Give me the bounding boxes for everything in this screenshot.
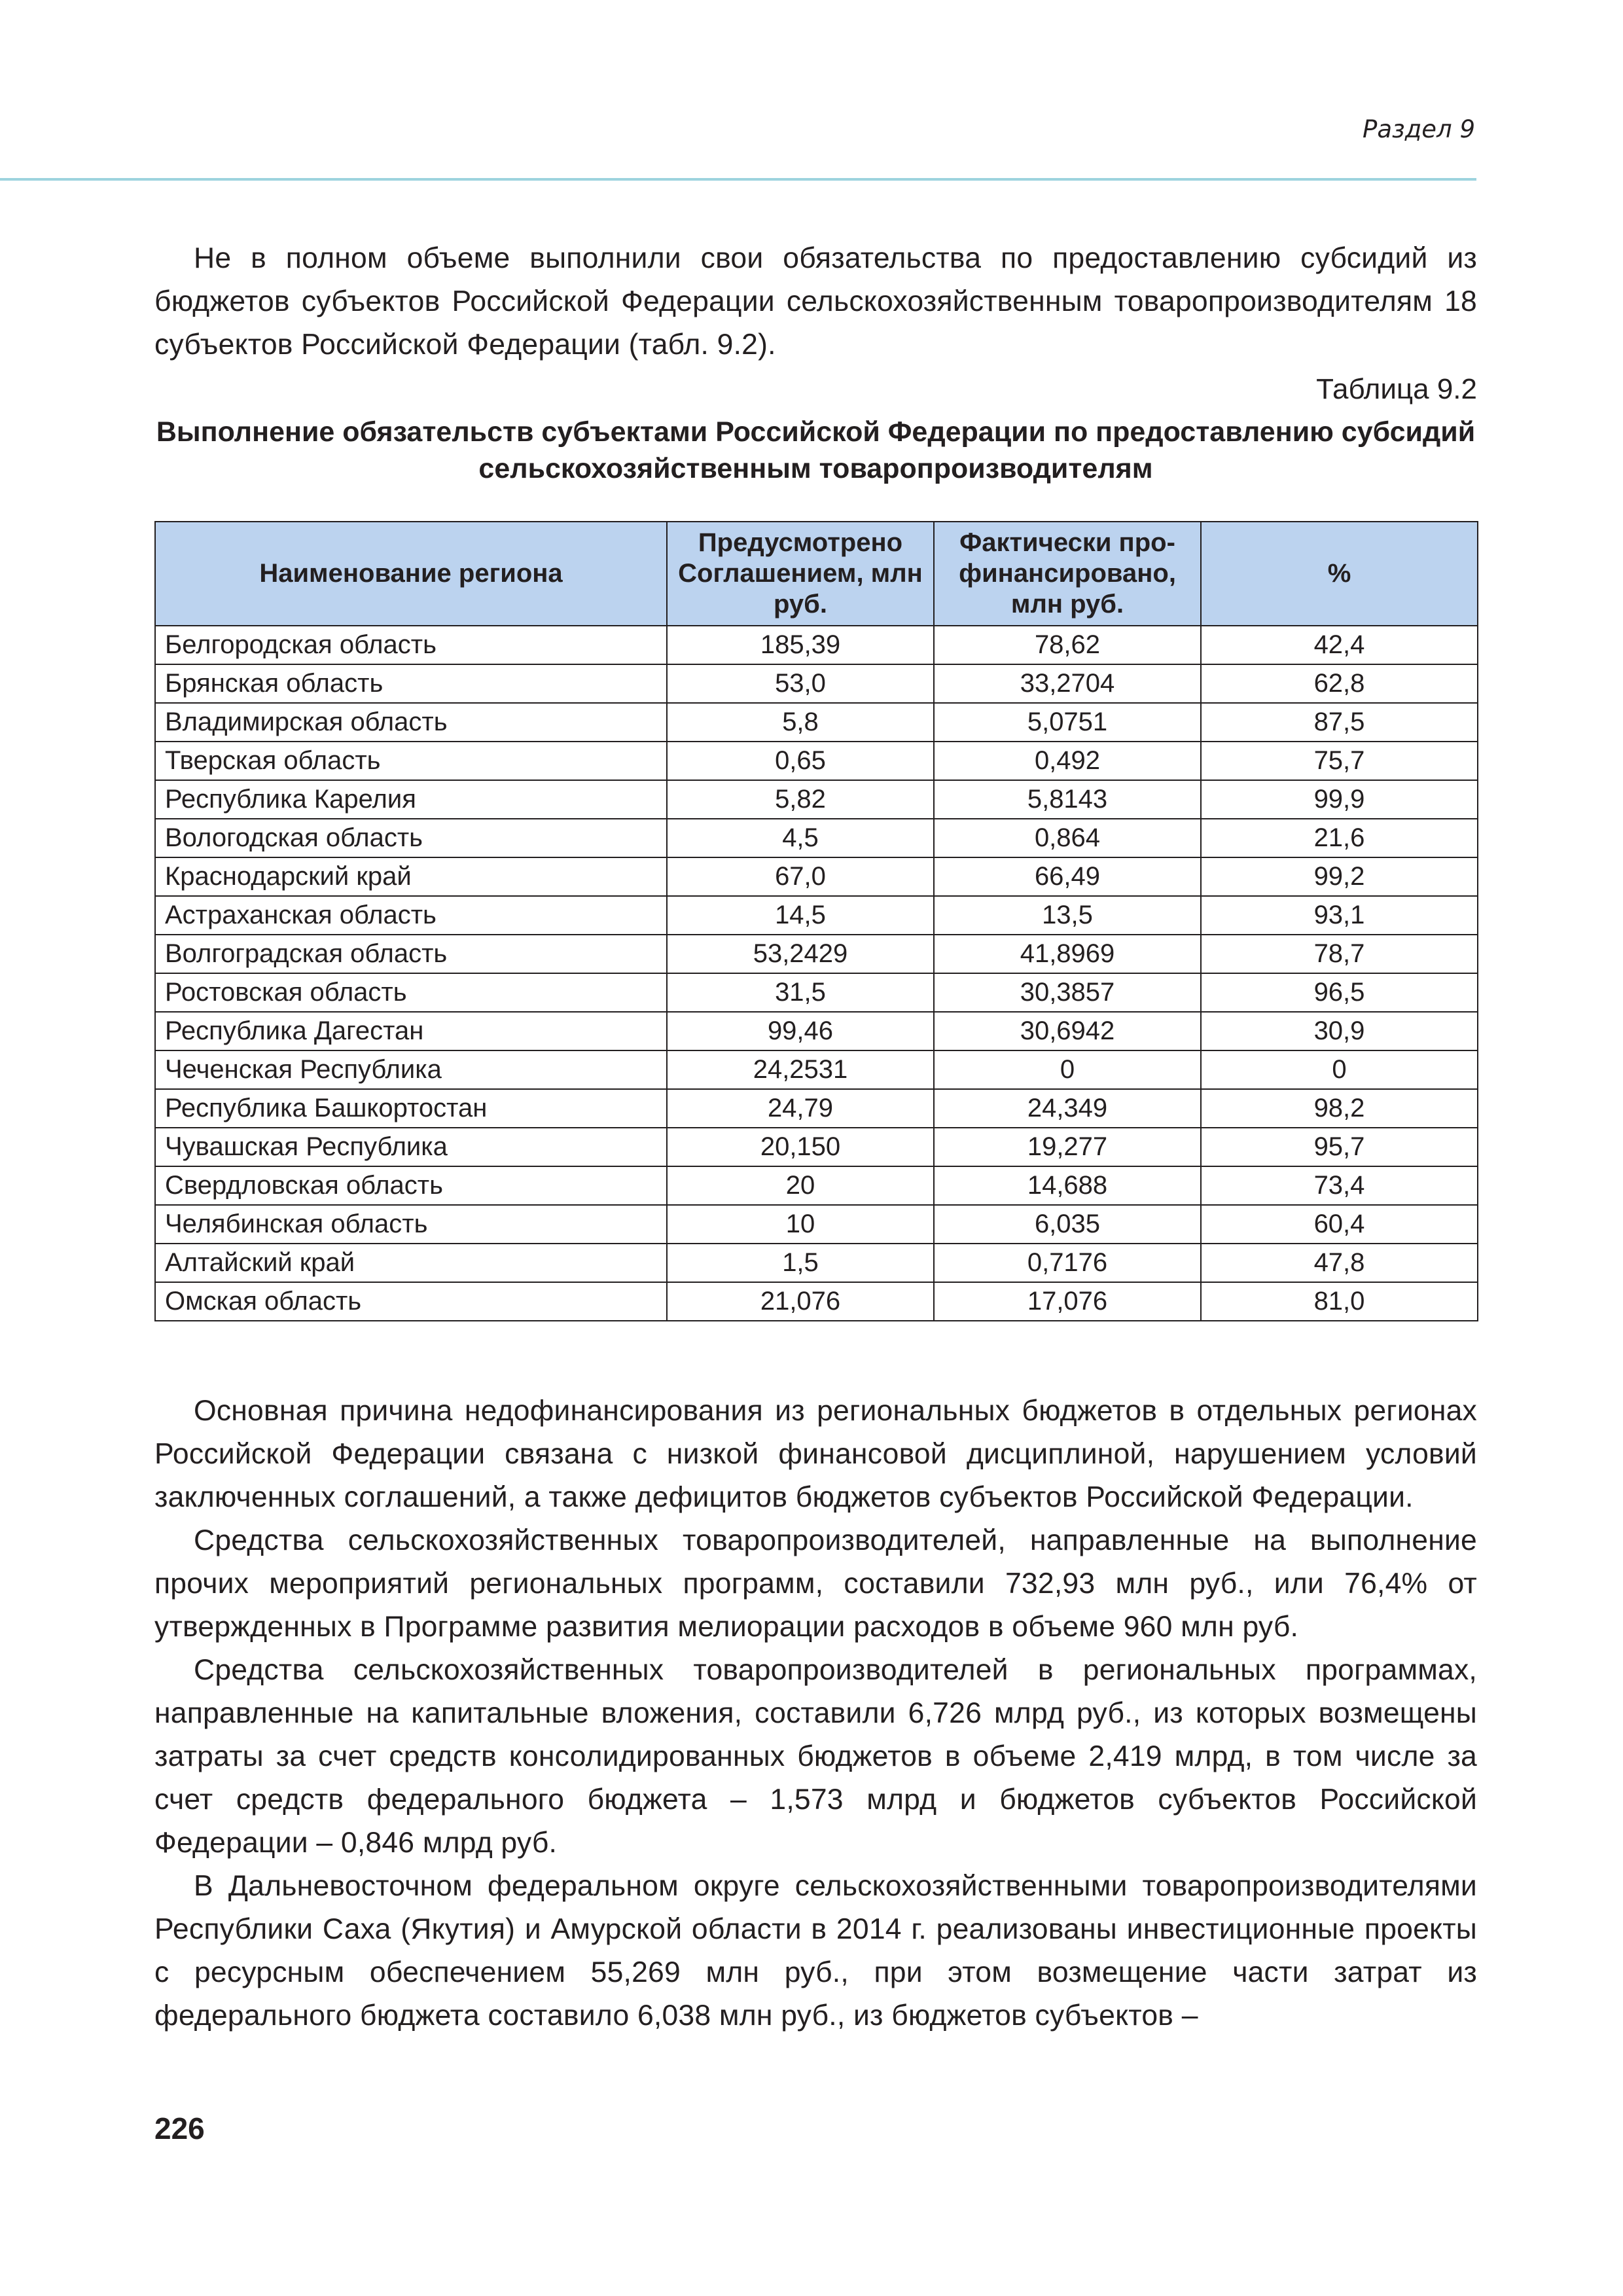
table-row — [155, 1205, 1478, 1244]
region-cell: Свердловская область — [155, 1166, 667, 1205]
planned-cell: 5,8 — [667, 703, 934, 742]
header-percent: % — [1201, 522, 1478, 626]
planned-cell: 99,46 — [667, 1012, 934, 1050]
percent-cell: 87,5 — [1201, 703, 1478, 742]
table-row — [155, 1128, 1478, 1166]
planned-cell: 0,65 — [667, 742, 934, 780]
actual-cell: 33,2704 — [934, 664, 1201, 703]
actual-cell: 5,8143 — [934, 780, 1201, 819]
actual-cell: 0,492 — [934, 742, 1201, 780]
actual-cell: 5,0751 — [934, 703, 1201, 742]
region-cell: Краснодарский край — [155, 857, 667, 896]
planned-cell: 21,076 — [667, 1282, 934, 1321]
percent-cell: 62,8 — [1201, 664, 1478, 703]
planned-cell: 31,5 — [667, 973, 934, 1012]
intro-paragraph: Не в полном объеме выполнили свои обязательства по предоставлению субсидий из бюджетов субъектов Российской Федерации сельскохозяйственным товаропроизводителям 18 субъектов Российской Федерации (табл. 9.2). — [154, 242, 1477, 361]
planned-cell: 24,79 — [667, 1089, 934, 1128]
planned-cell: 14,5 — [667, 896, 934, 935]
header-region: Наименование региона — [155, 522, 667, 626]
page-number: 226 — [154, 2111, 205, 2145]
subsidy-table — [154, 521, 1478, 1321]
actual-cell: 24,349 — [934, 1089, 1201, 1128]
region-cell: Ростовская область — [155, 973, 667, 1012]
table-row — [155, 1166, 1478, 1205]
region-cell: Волгоградская область — [155, 935, 667, 973]
actual-cell: 41,8969 — [934, 935, 1201, 973]
percent-cell: 98,2 — [1201, 1089, 1478, 1128]
table-row — [155, 1089, 1478, 1128]
planned-cell: 24,2531 — [667, 1050, 934, 1089]
planned-cell: 20 — [667, 1166, 934, 1205]
table-row — [155, 1282, 1478, 1321]
page-content — [154, 237, 1477, 2037]
table-row — [155, 857, 1478, 896]
planned-cell: 1,5 — [667, 1244, 934, 1282]
percent-cell: 21,6 — [1201, 819, 1478, 857]
actual-cell: 0,7176 — [934, 1244, 1201, 1282]
table-row — [155, 664, 1478, 703]
actual-cell: 30,6942 — [934, 1012, 1201, 1050]
region-cell: Чеченская Республика — [155, 1050, 667, 1089]
region-cell: Челябинская область — [155, 1205, 667, 1244]
region-cell: Тверская область — [155, 742, 667, 780]
actual-cell: 19,277 — [934, 1128, 1201, 1166]
table-header-row — [155, 522, 1478, 626]
percent-cell: 93,1 — [1201, 896, 1478, 935]
table-row — [155, 780, 1478, 819]
table-row — [155, 973, 1478, 1012]
table-row — [155, 626, 1478, 664]
table-row — [155, 1012, 1478, 1050]
body-paragraph: Средства сельскохозяйственных товаропроизводителей, направленные на выполнение прочих мероприятий региональных программ, составили 732,93 млн руб., или 76,4% от утвержденных в Программе развития мелиорации расходов в объеме 960 млн руб. — [154, 1524, 1477, 1643]
region-cell: Астраханская область — [155, 896, 667, 935]
percent-cell: 95,7 — [1201, 1128, 1478, 1166]
actual-cell: 0,864 — [934, 819, 1201, 857]
body-paragraph: Основная причина недофинансирования из региональных бюджетов в отдельных регионах Российской Федерации связана с низкой финансовой дисциплиной, нарушением условий заключенных соглашений, а также дефицитов бюджетов субъектов Российской Федерации. — [154, 1395, 1477, 1513]
header-rule — [0, 178, 1476, 181]
actual-cell: 17,076 — [934, 1282, 1201, 1321]
region-cell: Чувашская Республика — [155, 1128, 667, 1166]
body-paragraph: В Дальневосточном федеральном округе сельскохозяйственными товаропроизводителями Республики Саха (Якутия) и Амурской области в 2014 г. реализованы инвестиционные проекты с ресурсным обеспечением 55,269 млн руб., при этом возмещение части затрат из федерального бюджета составило 6,038 млн руб., из бюджетов субъектов – — [154, 1870, 1477, 2032]
percent-cell: 96,5 — [1201, 973, 1478, 1012]
percent-cell: 60,4 — [1201, 1205, 1478, 1244]
section-label: Раздел 9 — [1363, 115, 1475, 143]
planned-cell: 53,0 — [667, 664, 934, 703]
percent-cell: 99,2 — [1201, 857, 1478, 896]
percent-cell: 81,0 — [1201, 1282, 1478, 1321]
percent-cell: 47,8 — [1201, 1244, 1478, 1282]
planned-cell: 185,39 — [667, 626, 934, 664]
planned-cell: 67,0 — [667, 857, 934, 896]
region-cell: Белгородская область — [155, 626, 667, 664]
planned-cell: 4,5 — [667, 819, 934, 857]
actual-cell: 66,49 — [934, 857, 1201, 896]
planned-cell: 10 — [667, 1205, 934, 1244]
actual-cell: 6,035 — [934, 1205, 1201, 1244]
percent-cell: 99,9 — [1201, 780, 1478, 819]
planned-cell: 5,82 — [667, 780, 934, 819]
region-cell: Омская область — [155, 1282, 667, 1321]
region-cell: Вологодская область — [155, 819, 667, 857]
region-cell: Республика Башкортостан — [155, 1089, 667, 1128]
table-row — [155, 935, 1478, 973]
table-row — [155, 1244, 1478, 1282]
table-label: Таблица 9.2 — [1316, 373, 1477, 405]
actual-cell: 78,62 — [934, 626, 1201, 664]
percent-cell: 78,7 — [1201, 935, 1478, 973]
percent-cell: 75,7 — [1201, 742, 1478, 780]
actual-cell: 30,3857 — [934, 973, 1201, 1012]
percent-cell: 42,4 — [1201, 626, 1478, 664]
header-planned: Предусмотрено Соглашением, млн руб. — [667, 522, 934, 626]
planned-cell: 53,2429 — [667, 935, 934, 973]
table-title: Выполнение обязательств субъектами Российской Федерации по предоставлению субсидий сельскохозяйственным товаропроизводителям — [156, 416, 1476, 484]
table-body — [155, 626, 1478, 1321]
table-row — [155, 742, 1478, 780]
actual-cell: 13,5 — [934, 896, 1201, 935]
region-cell: Владимирская область — [155, 703, 667, 742]
percent-cell: 73,4 — [1201, 1166, 1478, 1205]
body-paragraph: Средства сельскохозяйственных товаропроизводителей в региональных программах, направленные на капитальные вложения, составили 6,726 млрд руб., из которых возмещены затраты за счет средств консолидированных бюджетов в объеме 2,419 млрд, в том числе за счет средств федерального бюджета – 1,573 млрд и бюджетов субъектов Российской Федерации – 0,846 млрд руб. — [154, 1654, 1477, 1859]
planned-cell: 20,150 — [667, 1128, 934, 1166]
percent-cell: 30,9 — [1201, 1012, 1478, 1050]
percent-cell: 0 — [1201, 1050, 1478, 1089]
table-row — [155, 1050, 1478, 1089]
region-cell: Алтайский край — [155, 1244, 667, 1282]
region-cell: Республика Дагестан — [155, 1012, 667, 1050]
table-row — [155, 819, 1478, 857]
header-actual: Фактически профинансировано, млн руб. — [934, 522, 1201, 626]
actual-cell: 14,688 — [934, 1166, 1201, 1205]
region-cell: Республика Карелия — [155, 780, 667, 819]
table-row — [155, 896, 1478, 935]
actual-cell: 0 — [934, 1050, 1201, 1089]
table-row — [155, 703, 1478, 742]
region-cell: Брянская область — [155, 664, 667, 703]
body-text — [154, 1390, 1477, 2037]
